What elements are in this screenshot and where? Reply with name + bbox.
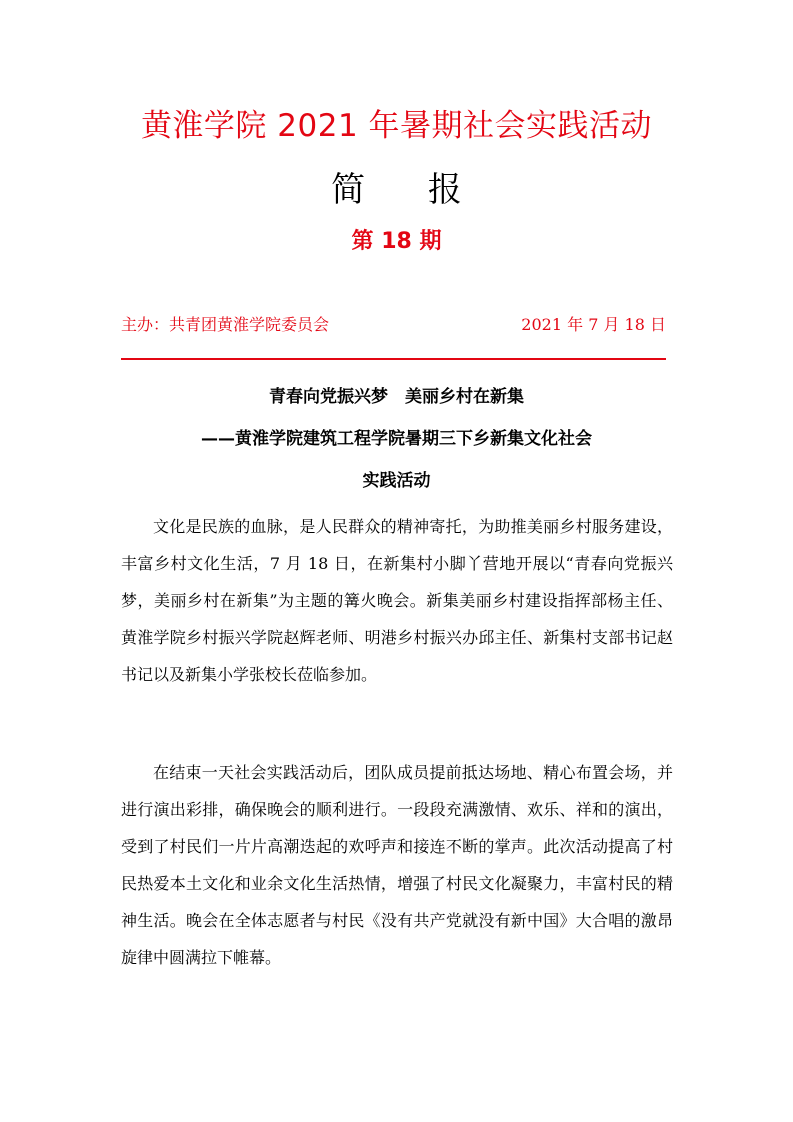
body-paragraph-1: 文化是民族的血脉，是人民群众的精神寄托，为助推美丽乡村服务建设，丰富乡村文化生活，7 月 18 日，在新集村小脚丫营地开展以“青春向党振兴梦，美丽乡村在新集”为主题的篝火晚会。新集美丽乡村建设指挥部杨主任、黄淮学院乡村振兴学院赵辉老师、明港乡村振兴办邱主任、新集村支部书记赵书记以及新集小学张校长莅临参加。 — [121, 517, 673, 684]
article-subtitle-line2: 实践活动 — [362, 471, 431, 491]
masthead-title: 黄淮学院 2021 年暑期社会实践活动 — [140, 108, 653, 144]
article-subtitle-line1: ——黄淮学院建筑工程学院暑期三下乡新集文化社会 — [201, 429, 592, 449]
red-divider — [121, 358, 666, 360]
body-paragraph-2: 在结束一天社会实践活动后，团队成员提前抵达场地、精心布置会场，并进行演出彩排，确保晚会的顺利进行。一段段充满激情、欢乐、祥和的演出，受到了村民们一片片高潮迭起的欢呼声和接连不断的掌声。此次活动提高了村民热爱本土文化和业余文化生活热情，增强了村民文化凝聚力，丰富村民的精神生活。晚会在全体志愿者与村民《没有共产党就没有新中国》大合唱的激昂旋律中圆满拉下帷幕。 — [121, 763, 673, 967]
masthead-subtitle: 简 报 — [331, 170, 488, 210]
publish-date: 2021 年 7 月 18 日 — [521, 315, 666, 334]
sponsor-text: 主办：共青团黄淮学院委员会 — [121, 315, 330, 334]
article-title: 青春向党振兴梦 美丽乡村在新集 — [269, 387, 524, 407]
sponsor-row — [121, 313, 666, 337]
issue-number: 第 18 期 — [351, 229, 442, 254]
